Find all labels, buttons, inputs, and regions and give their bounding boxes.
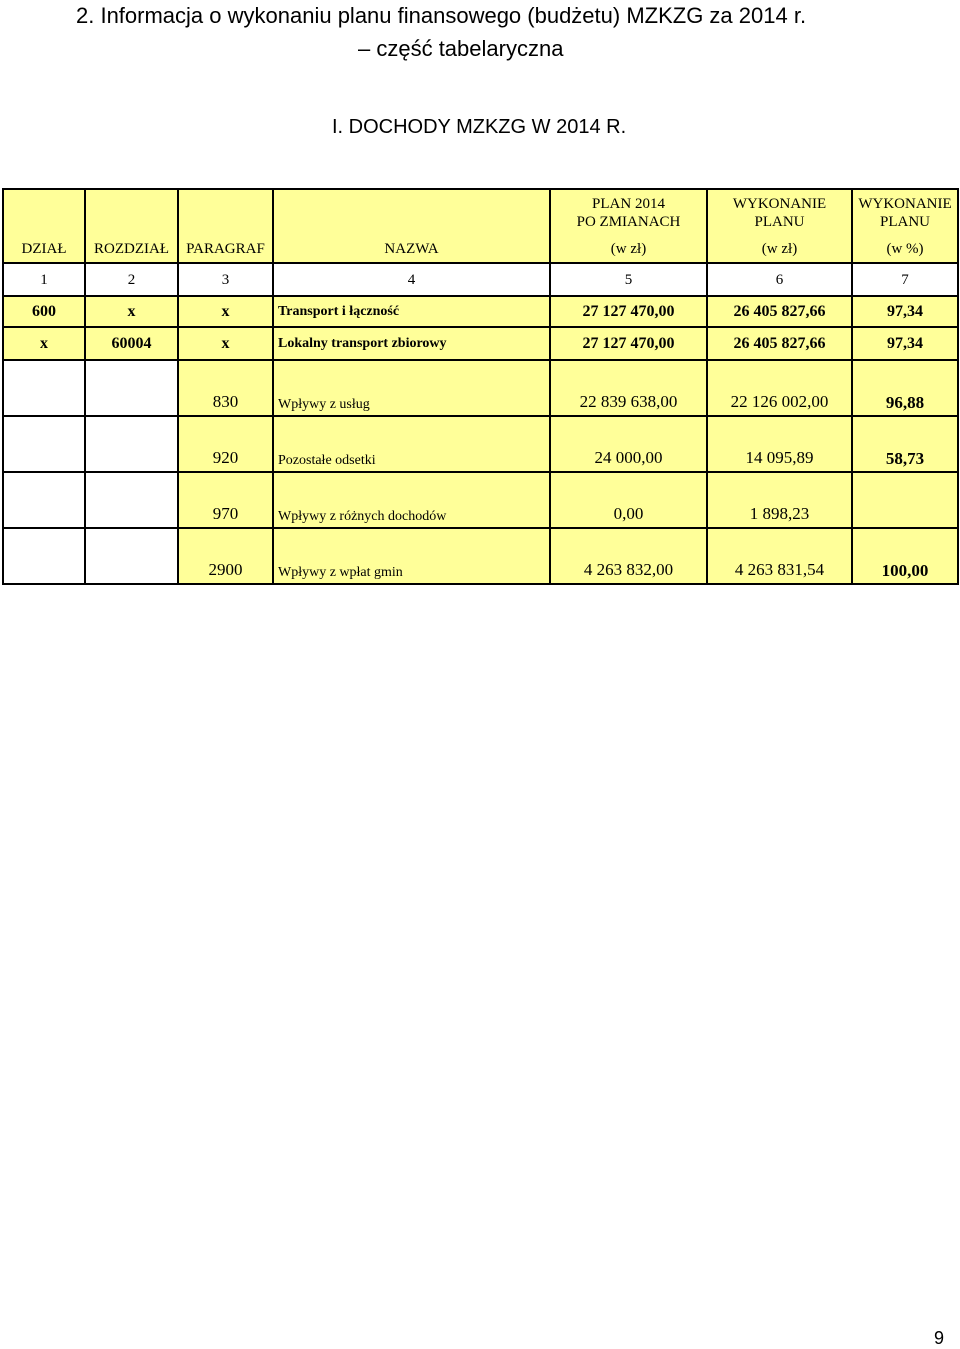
header-row-columns (3, 236, 958, 263)
col-dzial: DZIAŁ (3, 236, 85, 263)
paragraf-code: 2900 (178, 528, 273, 584)
row-procent: 100,00 (852, 528, 958, 584)
header-cell-empty (273, 189, 550, 236)
col-rozdzial: ROZDZIAŁ (85, 236, 178, 263)
paragraf-code: x (178, 296, 273, 327)
dzial-procent: 97,34 (852, 296, 958, 327)
dzial-code: 600 (3, 296, 85, 327)
empty-cell (3, 528, 85, 584)
document-title: 2. Informacja o wykonaniu planu finansowego (budżetu) MZKZG za 2014 r. (76, 3, 807, 28)
header-cell-empty (3, 189, 85, 236)
row-plan: 0,00 (550, 472, 707, 528)
dzial-code: x (3, 327, 85, 360)
header-cell-empty (85, 189, 178, 236)
paragraf-code: 830 (178, 360, 273, 416)
column-numbers-row (3, 263, 958, 296)
plan-header-line1: PLAN 2014 (592, 196, 665, 212)
empty-cell (85, 528, 178, 584)
table-row (3, 528, 958, 584)
col-nazwa: NAZWA (273, 236, 550, 263)
row-plan: 24 000,00 (550, 416, 707, 472)
wykonanie-header-line2: PLANU (754, 214, 805, 230)
col-wyk-unit: (w zł) (707, 236, 852, 263)
percent-header (852, 189, 958, 236)
row-wykonanie: 22 126 002,00 (707, 360, 852, 416)
col-number: 2 (85, 263, 178, 296)
row-procent: 96,88 (852, 360, 958, 416)
col-number: 6 (707, 263, 852, 296)
table-row (3, 472, 958, 528)
section-heading: I. DOCHODY MZKZG W 2014 R. (332, 116, 627, 138)
header-cell-empty (178, 189, 273, 236)
table-row (3, 416, 958, 472)
col-paragraf: PARAGRAF (178, 236, 273, 263)
page-number: 9 (934, 1328, 945, 1348)
dzial-wykonanie: 26 405 827,66 (707, 296, 852, 327)
paragraf-code: 920 (178, 416, 273, 472)
row-name: Wpływy z usług (273, 360, 550, 416)
plan-header (550, 189, 707, 236)
empty-cell (3, 416, 85, 472)
row-wykonanie: 14 095,89 (707, 416, 852, 472)
row-plan: 4 263 832,00 (550, 528, 707, 584)
plan-header-line2: PO ZMIANACH (576, 214, 681, 230)
col-number: 5 (550, 263, 707, 296)
empty-cell (3, 360, 85, 416)
rozdzial-wykonanie: 26 405 827,66 (707, 327, 852, 360)
empty-cell (3, 472, 85, 528)
row-wykonanie: 1 898,23 (707, 472, 852, 528)
rozdzial-code: 60004 (85, 327, 178, 360)
rozdzial-plan: 27 127 470,00 (550, 327, 707, 360)
col-number: 7 (852, 263, 958, 296)
row-name: Wpływy z wpłat gmin (273, 528, 550, 584)
empty-cell (85, 472, 178, 528)
table-row (3, 360, 958, 416)
row-name: Pozostałe odsetki (273, 416, 550, 472)
row-name: Wpływy z różnych dochodów (273, 472, 550, 528)
paragraf-code: x (178, 327, 273, 360)
row-procent (852, 472, 958, 528)
col-number: 1 (3, 263, 85, 296)
col-pct-unit: (w %) (852, 236, 958, 263)
col-plan-unit: (w zł) (550, 236, 707, 263)
row-wykonanie: 4 263 831,54 (707, 528, 852, 584)
header-row-top (3, 189, 958, 236)
dzial-name: Transport i łączność (273, 296, 550, 327)
wykonanie-header (707, 189, 852, 236)
document-subtitle: – część tabelaryczna (358, 36, 564, 61)
percent-header-line2: PLANU (879, 214, 930, 230)
rozdzial-code: x (85, 296, 178, 327)
col-number: 4 (273, 263, 550, 296)
rozdzial-name: Lokalny transport zbiorowy (273, 327, 550, 360)
paragraf-code: 970 (178, 472, 273, 528)
dzial-plan: 27 127 470,00 (550, 296, 707, 327)
row-plan: 22 839 638,00 (550, 360, 707, 416)
rozdzial-procent: 97,34 (852, 327, 958, 360)
row-procent: 58,73 (852, 416, 958, 472)
dzial-row (3, 296, 958, 327)
col-number: 3 (178, 263, 273, 296)
income-table (2, 188, 959, 585)
empty-cell (85, 416, 178, 472)
rozdzial-row (3, 327, 958, 360)
empty-cell (85, 360, 178, 416)
wykonanie-header-line1: WYKONANIE (732, 196, 827, 212)
percent-header-line1: WYKONANIE (858, 196, 952, 212)
